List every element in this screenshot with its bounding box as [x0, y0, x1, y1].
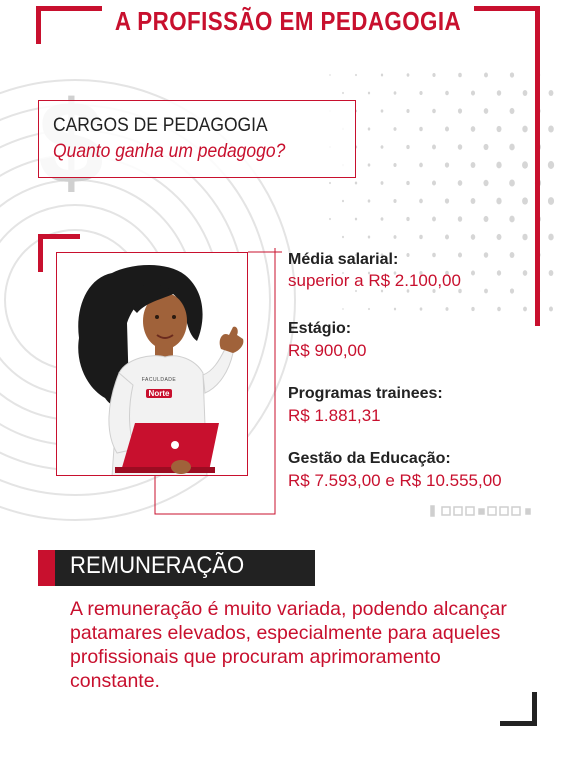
remuneracao-heading: REMUNERAÇÃO	[70, 552, 245, 579]
illustration-frame	[56, 252, 248, 476]
remuneracao-text: A remuneração é muito variada, podendo alcançar patamares elevados, especialmente para aqueles profissionais que procuram aprimoramento constante.	[70, 598, 507, 692]
cargos-subtitle: Quanto ganha um pedagogo?	[53, 141, 286, 162]
salary-value-estagio: R$ 900,00	[288, 341, 367, 360]
shirt-logo-small-text: FACULDADE	[141, 377, 177, 383]
salary-value-media: superior a R$ 2.100,00	[288, 271, 461, 290]
pedagogue-illustration	[57, 253, 248, 476]
decorative-squares	[430, 503, 540, 519]
remuneracao-accent	[38, 550, 55, 586]
salary-label-trainees: Programas trainees:	[288, 385, 443, 402]
corner-bracket-horizontal	[500, 721, 537, 726]
salary-label-gestao: Gestão da Educação:	[288, 450, 451, 467]
salary-value-gestao: R$ 7.593,00 e R$ 10.555,00	[288, 471, 502, 490]
salary-value-trainees: R$ 1.881,31	[288, 406, 381, 425]
shirt-logo-brand: Norte	[146, 389, 173, 398]
cargos-title: CARGOS DE PEDAGOGIA	[53, 115, 268, 136]
salary-label-media: Média salarial:	[288, 251, 399, 268]
salary-label-estagio: Estágio:	[288, 320, 352, 337]
shirt-logo	[139, 377, 179, 401]
page-title: A PROFISSÃO EM PEDAGOGIA	[114, 6, 462, 36]
